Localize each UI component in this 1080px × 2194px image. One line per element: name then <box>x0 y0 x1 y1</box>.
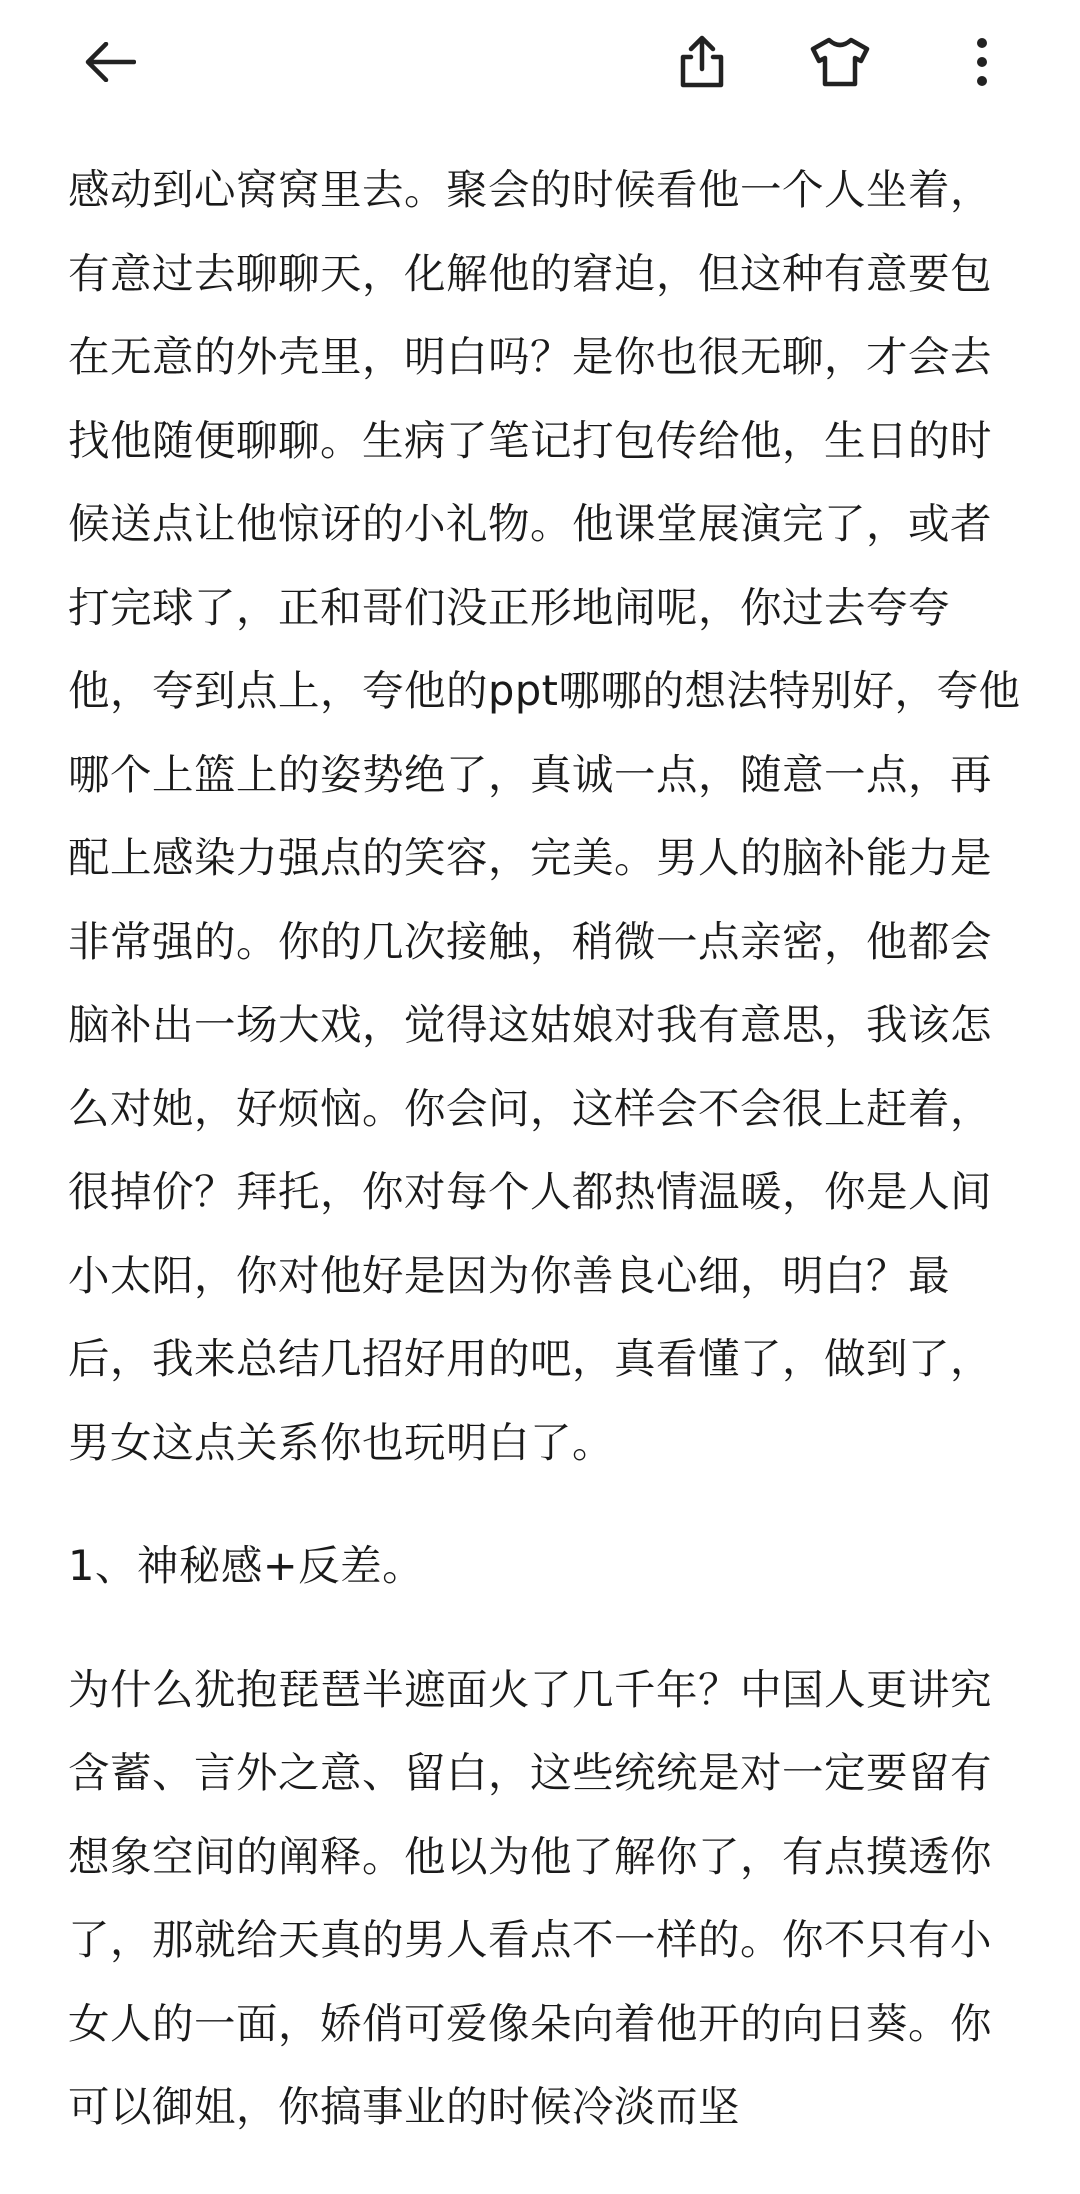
back-button[interactable] <box>62 14 158 110</box>
theme-button[interactable] <box>792 14 888 110</box>
arrow-left-icon <box>84 42 136 82</box>
top-toolbar <box>0 0 1080 124</box>
article-body <box>68 148 1028 2149</box>
share-button[interactable] <box>654 14 750 110</box>
section-heading: 1、神秘感+反差。 <box>68 1541 425 1590</box>
more-button[interactable] <box>934 14 1030 110</box>
tshirt-icon <box>809 36 871 88</box>
share-icon <box>677 35 727 89</box>
article-paragraph: 为什么犹抱琵琶半遮面火了几千年？中国人更讲究含蓄、言外之意、留白，这些统统是对一定要留有想象空间的阐释。他以为他了解你了，有点摸透你了，那就给天真的男人看点不一样的。你不只有小女人的一面，娇俏可爱像朵向着他开的向日葵。你可以御姐，你搞事业的时候冷淡而坚 <box>68 1664 993 2131</box>
article-paragraph: 感动到心窝窝里去。聚会的时候看他一个人坐着，有意过去聊聊天，化解他的窘迫，但这种有意要包在无意的外壳里，明白吗？是你也很无聊，才会去找他随便聊聊。生病了笔记打包传给他，生日的时候送点让他惊讶的小礼物。他课堂展演完了，或者打完球了，正和哥们没正形地闹呢，你过去夸夸他，夸到点上，夸他的ppt哪哪的想法特别好，夸他哪个上篮上的姿势绝了，真诚一点，随意一点，再配上感染力强点的笑容，完美。男人的脑补能力是非常强的。你的几次接触，稍微一点亲密，他都会脑补出一场大戏，觉得这姑娘对我有意思，我该怎么对她，好烦恼。你会问，这样会不会很上赶着，很掉价？拜托，你对每个人都热情温暖，你是人间小太阳，你对他好是因为你善良心细，明白？最后，我来总结几招好用的吧，真看懂了，做到了，男女这点关系你也玩明白了。 <box>68 165 1021 1467</box>
more-vertical-icon <box>975 37 989 87</box>
